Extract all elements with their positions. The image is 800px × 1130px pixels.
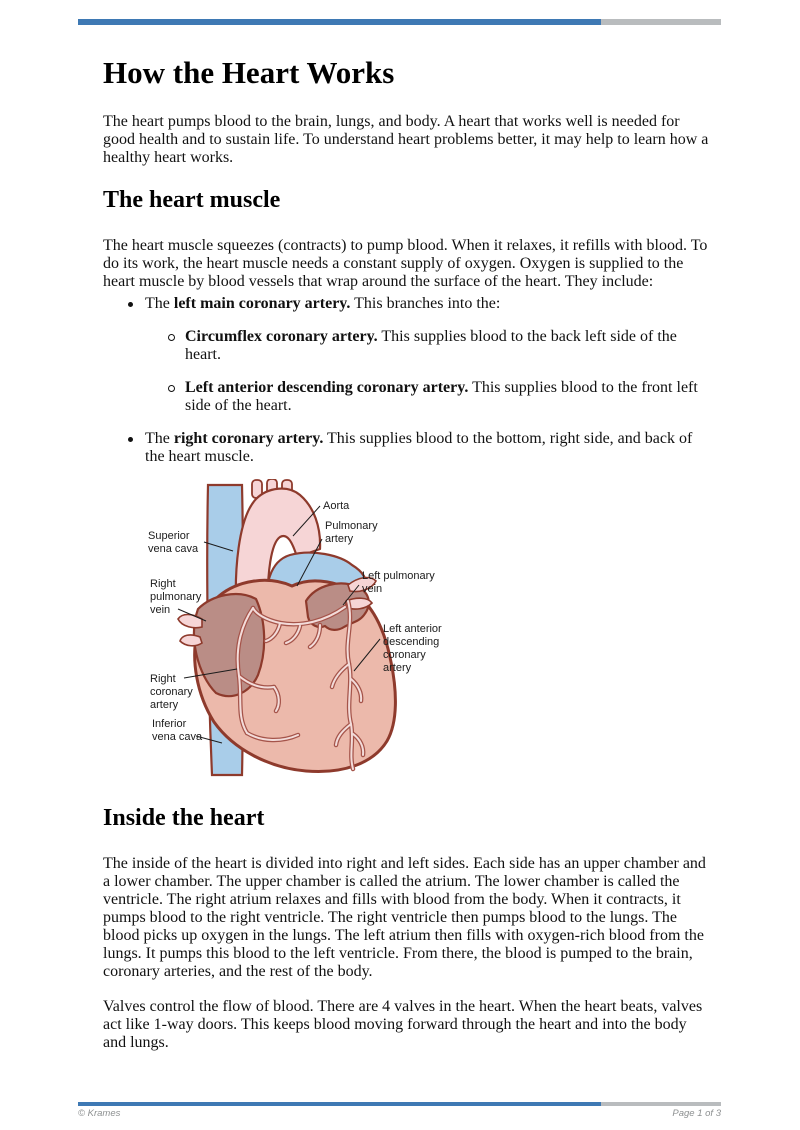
bullet-circle-icon [168, 334, 175, 341]
page-title: How the Heart Works [103, 55, 395, 90]
heart-anatomy-diagram [140, 479, 455, 787]
list-item-right-coronary [103, 430, 711, 466]
coronary-artery-list [103, 295, 711, 466]
svg-text:Superior: Superior [148, 530, 190, 542]
section-heading-heart-muscle: The heart muscle [103, 187, 281, 213]
svg-text:Left pulmonary: Left pulmonary [362, 570, 435, 582]
svg-text:artery: artery [383, 662, 412, 674]
list-item-text-post: This branches into the: [350, 295, 501, 312]
footer-accent-bar [78, 1102, 721, 1106]
svg-text:vena cava: vena cava [152, 731, 203, 743]
list-item-text-bold: left main coronary artery. [173, 295, 351, 312]
label-right-coronary-artery [150, 673, 193, 711]
svg-text:pulmonary: pulmonary [150, 591, 202, 603]
svg-text:vein: vein [150, 604, 171, 616]
svg-text:Pulmonary: Pulmonary [325, 520, 378, 532]
list-item-circumflex [103, 328, 711, 364]
section-heading-inside-heart: Inside the heart [103, 805, 265, 831]
svg-text:vein: vein [362, 583, 383, 595]
label-inferior-vena-cava [152, 718, 203, 743]
intro-paragraph: The heart pumps blood to the brain, lungs, and body. A heart that works well is needed for good health and to sustain life. To understand heart problems better, it may help to learn how a healthy heart works. [103, 113, 709, 166]
bullet-disc-icon [128, 302, 133, 307]
label-left-anterior-descending [383, 623, 442, 674]
list-item-text-bold: Circumflex coronary artery. [185, 328, 378, 345]
list-item-text-post: This supplies blood to the front left side of the heart. [185, 379, 698, 414]
label-left-pulmonary-vein [362, 570, 435, 595]
svg-text:artery: artery [150, 699, 179, 711]
label-superior-vena-cava [148, 530, 199, 555]
svg-text:vena cava: vena cava [148, 543, 199, 555]
heart-muscle-paragraph: The heart muscle squeezes (contracts) to pump blood. When it relaxes, it refills with blood. To do its work, the heart muscle needs a constant supply of oxygen. Oxygen is supplied to the heart muscle by blood vessels that wrap around the surface of the heart. They include: [103, 237, 708, 290]
footer-bar-blue-segment [78, 1102, 601, 1106]
list-item-text-bold: Left anterior descending coronary artery. [185, 379, 469, 396]
inside-heart-paragraph-1: The inside of the heart is divided into right and left sides. Each side has an upper chamber and a lower chamber. The upper chamber is called the atrium. The lower chamber is called the ventricle. The right atrium relaxes and fills with blood from the body. When it contracts, it pumps blood to the right ventricle. The right ventricle then pumps blood to the lungs. The blood picks up oxygen in the lungs. The left atrium then fills with oxygen-rich blood from the lungs. It pumps this blood to the left ventricle. From there, the blood is pumped to the brain, coronary arteries, and the rest of the body. [103, 855, 706, 980]
footer [78, 1108, 721, 1119]
svg-text:coronary: coronary [383, 649, 426, 661]
document-content [103, 0, 711, 1052]
label-pulmonary-artery [325, 520, 378, 545]
list-item-left-main-coronary [103, 295, 711, 313]
svg-text:Inferior: Inferior [152, 718, 187, 730]
svg-text:artery: artery [325, 533, 354, 545]
inside-heart-paragraph-2: Valves control the flow of blood. There are 4 valves in the heart. When the heart beats, valves act like 1-way doors. This keeps blood moving forward through the heart and into the body and lungs. [103, 998, 703, 1051]
list-item-lad [103, 379, 711, 415]
label-right-pulmonary-vein [150, 578, 202, 616]
footer-bar-gray-segment [601, 1102, 721, 1106]
list-item-text-pre: The [145, 295, 174, 312]
bullet-disc-icon [128, 437, 133, 442]
svg-text:descending: descending [383, 636, 440, 648]
svg-text:Right: Right [150, 673, 176, 685]
list-item-text-bold: right coronary artery. [173, 430, 324, 447]
footer-page-indicator: Page 1 of 3 [672, 1108, 721, 1119]
bullet-circle-icon [168, 385, 175, 392]
svg-text:coronary: coronary [150, 686, 193, 698]
footer-copyright: © Krames [78, 1108, 121, 1119]
svg-text:Aorta: Aorta [323, 500, 350, 512]
label-aorta [323, 500, 350, 512]
svg-text:Right: Right [150, 578, 176, 590]
list-item-text-post: This supplies blood to the bottom, right side, and back of the heart muscle. [145, 430, 693, 465]
list-item-text-post: This supplies blood to the back left side of the heart. [185, 328, 677, 363]
list-item-text-pre: The [145, 430, 174, 447]
svg-text:Left anterior: Left anterior [383, 623, 442, 635]
